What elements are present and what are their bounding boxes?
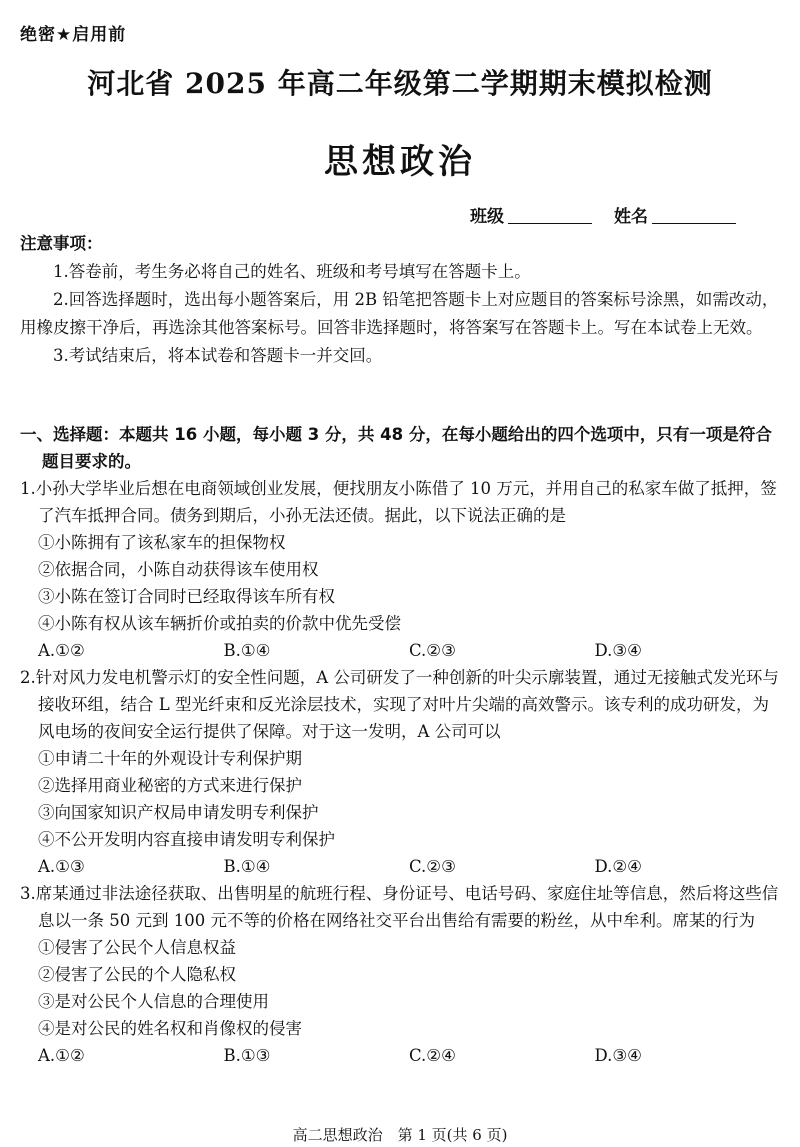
note-item: 3.考试结束后，将本试卷和答题卡一并交回。: [53, 346, 383, 365]
choice-c: C.②④: [409, 1046, 456, 1065]
choice-a: A.①③: [38, 857, 85, 876]
notes-block: [20, 230, 780, 370]
choice-c: C.②③: [409, 641, 456, 660]
choice-a: A.①②: [38, 1046, 85, 1065]
question-2: [20, 664, 780, 880]
choice-b: B.①④: [223, 857, 271, 876]
question-option: ③是对公民个人信息的合理使用: [38, 992, 269, 1011]
subject-title: 思想政治: [324, 142, 476, 182]
question-option: ④小陈有权从该车辆折价或拍卖的价款中优先受偿: [38, 614, 401, 633]
notes-heading: 注意事项：: [20, 234, 103, 253]
name-blank: [652, 209, 736, 224]
answer-choices: [20, 853, 780, 880]
question-option: ①侵害了公民个人信息权益: [38, 938, 236, 957]
question-option: ④是对公民的姓名权和肖像权的侵害: [38, 1019, 302, 1038]
answer-choices: [20, 1042, 780, 1069]
choice-d: D.③④: [594, 641, 642, 660]
choice-d: D.③④: [594, 1046, 642, 1065]
choice-d: D.②④: [594, 857, 642, 876]
choice-b: B.①④: [223, 641, 271, 660]
name-label: 姓名: [614, 207, 648, 227]
class-blank: [508, 209, 592, 224]
question-1: [20, 475, 780, 664]
question-option: ①申请二十年的外观设计专利保护期: [38, 749, 302, 768]
answer-choices: [20, 637, 780, 664]
choice-c: C.②③: [409, 857, 456, 876]
question-option: ②依据合同，小陈自动获得该车使用权: [38, 560, 319, 579]
question-option: ①小陈拥有了该私家车的担保物权: [38, 533, 286, 552]
exam-title: 河北省 2025 年高二年级第二学期期末模拟检测: [87, 67, 713, 100]
question-stem: 2.针对风力发电机警示灯的安全性问题，A 公司研发了一种创新的叶尖示廓装置，通过无接触式发光环与接收环组，结合 L 型光纤束和反光涂层技术，实现了对叶片尖端的高效警示。该专利的成功研发，为风电场的夜间安全运行提供了保障。对于这一发明，A 公司可以: [20, 668, 779, 741]
secret-mark: 绝密★启用前: [20, 25, 127, 45]
question-3: [20, 880, 780, 1069]
note-item: 1.答卷前，考生务必将自己的姓名、班级和考号填写在答题卡上。: [53, 262, 531, 281]
choice-section: [20, 421, 780, 1069]
question-stem: 1.小孙大学毕业后想在电商领域创业发展，便找朋友小陈借了 10 万元，并用自己的私家车做了抵押，签了汽车抵押合同。债务到期后，小孙无法还债。据此，以下说法正确的是: [20, 479, 777, 525]
choice-a: A.①②: [38, 641, 85, 660]
choice-b: B.①③: [223, 1046, 271, 1065]
question-option: ③向国家知识产权局申请发明专利保护: [38, 803, 319, 822]
page-footer: 高二思想政治 第 1 页(共 6 页): [292, 1126, 508, 1144]
class-field: [470, 202, 592, 227]
question-option: ④不公开发明内容直接申请发明专利保护: [38, 830, 335, 849]
name-field: [614, 202, 736, 227]
question-option: ②选择用商业秘密的方式来进行保护: [38, 776, 302, 795]
question-option: ③小陈在签订合同时已经取得该车所有权: [38, 587, 335, 606]
section-heading: 一、选择题：本题共 16 小题，每小题 3 分，共 48 分，在每小题给出的四个选项中，只有一项是符合题目要求的。: [20, 425, 772, 471]
class-label: 班级: [470, 207, 504, 227]
note-item: 2.回答选择题时，选出每小题答案后，用 2B 铅笔把答题卡上对应题目的答案标号涂黑，如需改动，用橡皮擦干净后，再选涂其他答案标号。回答非选择题时，将答案写在答题卡上。写在本试卷上无效。: [20, 290, 779, 337]
question-option: ②侵害了公民的个人隐私权: [38, 965, 236, 984]
question-stem: 3.席某通过非法途径获取、出售明星的航班行程、身份证号、电话号码、家庭住址等信息，然后将这些信息以一条 50 元到 100 元不等的价格在网络社交平台出售给有需要的粉丝，从中牟利。席某的行为: [20, 884, 779, 930]
